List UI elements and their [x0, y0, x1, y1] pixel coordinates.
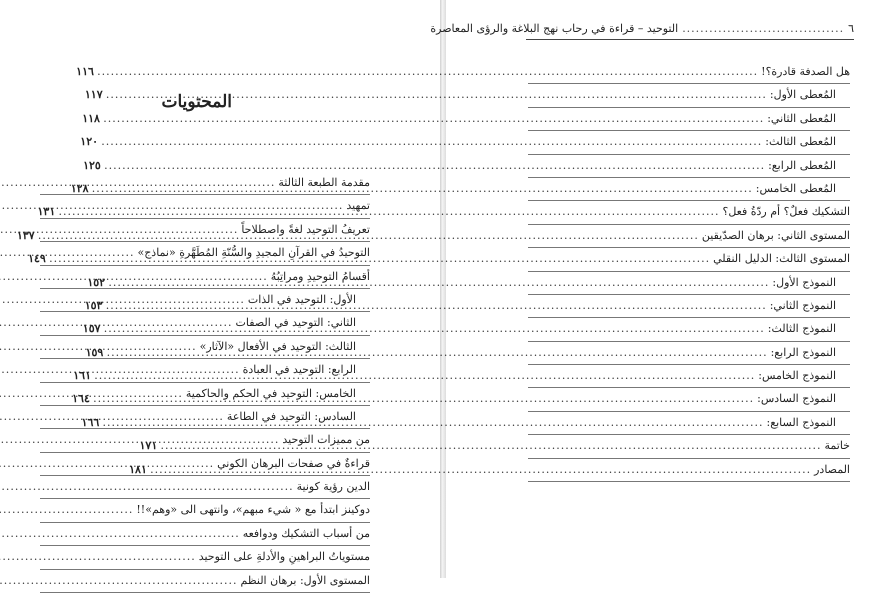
toc-page-number: ١٢٠: [80, 135, 99, 149]
toc-entry-text: التوحيدُ في القرآنِ المجيدِ والسُّنّةِ المُطَهَّرةِ «نماذج»: [137, 246, 370, 260]
toc-leader-dots: [150, 459, 811, 481]
toc-entry[interactable]: [83, 155, 850, 178]
header-title: التوحيد – قراءة في رحاب نهج البلاغة والرؤى المعاصرة: [430, 22, 679, 35]
toc-entry-text: تعريفُ التوحيد لغةً واصطلاحاً: [241, 222, 370, 236]
toc-entry-text: المُعطى الثاني:: [767, 111, 836, 125]
toc-entry-text: هل الصدفة قادرة؟!: [761, 65, 850, 78]
toc-entry[interactable]: [40, 499, 370, 522]
toc-title: المحتويات: [161, 92, 232, 112]
toc-leader-dots: [104, 155, 765, 177]
toc-entry-text: النموذج الرابع:: [770, 345, 836, 359]
toc-page-number: ١٢٥: [83, 158, 101, 172]
toc-page-number: ١٣١: [37, 205, 56, 219]
toc-entry-text: النموذج الثالث:: [767, 322, 836, 336]
toc-leader-dots: [59, 201, 720, 223]
toc-entry-text: النموذج السادس:: [757, 392, 836, 406]
toc-leader-dots: [0, 523, 240, 545]
header-leader: ....................................: [682, 22, 845, 35]
toc-leader-dots: [93, 388, 754, 410]
toc-entry-text: تمهيد: [346, 199, 370, 213]
toc-entry-text: المُعطى الأول:: [769, 88, 836, 102]
toc-entry-text: النموذج الخامس:: [758, 369, 836, 383]
toc-page-number: ١٤٩: [28, 252, 46, 266]
toc-entry-text: أقسامُ التوحيدِ ومراتِبُهُ: [270, 269, 370, 283]
toc-leader-dots: [0, 570, 238, 592]
toc-leader-dots: [103, 108, 764, 130]
toc-entry-text: من مميزات التوحيد: [282, 433, 370, 447]
toc-page-number: ١٣٧: [16, 228, 35, 242]
toc-leader-dots: [38, 225, 699, 247]
toc-entry-text: مستوياتُ البراهينِ والأدلةِ على التوحيد: [198, 550, 370, 564]
toc-page-number: ١٥٢: [87, 275, 106, 289]
toc-page-number: ١١٨: [82, 111, 100, 125]
toc-leader-dots: [94, 365, 755, 387]
toc-entry-text: النموذج الأول:: [772, 275, 836, 289]
toc-page-number: ١٥٧: [82, 322, 101, 336]
toc-leader-dots: [0, 546, 196, 568]
toc-entry-text: دوكينز ابتدأ مع « شيء مبهم»، وانتهى الى «وهم»!!: [136, 503, 370, 517]
toc-page-number: ١٧١: [139, 439, 158, 453]
toc-page-number: ١٦٦: [81, 415, 100, 429]
toc-entry-text: الأول: التوحيد في الذات: [247, 292, 356, 306]
toc-leader-dots: [103, 412, 764, 434]
toc-entry-text: التشكيك فعلٌ؟ أم ردّةُ فعل؟: [722, 205, 850, 219]
toc-entry-text: المصادر: [814, 462, 850, 476]
toc-entry-text: الثاني: التوحيد في الصفات: [235, 316, 356, 330]
toc-page-number: ١٥٣: [84, 298, 103, 312]
toc-entry[interactable]: [80, 131, 850, 154]
toc-entry-text: المستوى الأول: برهان النظم: [240, 573, 370, 587]
toc-entry-text: مقدمة الطبعة الثالثة: [278, 176, 370, 189]
toc-leader-dots: [161, 435, 822, 457]
toc-leader-dots: [92, 178, 753, 200]
toc-entry[interactable]: [82, 108, 850, 131]
toc-entry[interactable]: [40, 546, 370, 569]
toc-entry-text: خاتمة: [824, 439, 850, 453]
toc-leader-dots: [104, 318, 765, 340]
toc-entry-text: المستوى الثالث: الدليل النقلي: [713, 252, 850, 266]
toc-entry-text: النموذج السابع:: [766, 415, 836, 429]
toc-page-number: ١٥٩: [85, 345, 104, 359]
toc-page-number: ١١٦: [76, 65, 94, 78]
toc-entry-text: قراءةٌ في صفحات البرهان الكوني: [217, 456, 370, 470]
toc-entry[interactable]: [76, 61, 850, 84]
toc-leader-dots: [0, 499, 133, 521]
toc-page-number: ١١٧: [84, 88, 103, 102]
toc-entry-text: المُعطى الخامس:: [755, 181, 836, 195]
toc-entry-text: المستوى الثاني: برهان الصدّيقين: [701, 228, 850, 242]
toc-leader-dots: [107, 342, 768, 364]
toc-page-number: ١٢٨: [70, 181, 89, 195]
toc-entry-text: المُعطى الثالث:: [765, 135, 836, 149]
toc-page-number: ١٦١: [73, 369, 91, 383]
toc-entry[interactable]: [40, 570, 370, 593]
toc-entry-text: الثالث: التوحيد في الأفعال «الآثار»: [199, 339, 356, 353]
running-header: [430, 22, 854, 40]
toc-entry[interactable]: [40, 523, 370, 546]
toc-page-number: ١٦٤: [72, 392, 90, 406]
toc-entry-text: الخامس: التوحيد في الحكم والحاكمية: [185, 386, 356, 400]
toc-page-number: ١٨١: [129, 462, 147, 476]
toc-leader-dots: [108, 272, 769, 294]
toc-entry-text: السادس: التوحيد في الطاعة: [226, 409, 356, 423]
toc-entry-text: الدين رؤية كونية: [296, 480, 370, 494]
toc-entry-text: من أسباب التشكيك ودوافعه: [242, 526, 370, 540]
toc-entry-text: الرابع: التوحيد في العبادة: [242, 363, 356, 377]
toc-leader-dots: [97, 61, 758, 83]
toc-leader-dots: [101, 131, 762, 153]
toc-leader-dots: [49, 248, 710, 270]
toc-entry-text: المُعطى الرابع:: [768, 158, 836, 172]
header-page-number: ٦: [848, 22, 854, 35]
toc-leader-dots: [106, 84, 767, 106]
toc-entry-text: النموذج الثاني:: [769, 298, 836, 312]
toc-leader-dots: [106, 295, 767, 317]
